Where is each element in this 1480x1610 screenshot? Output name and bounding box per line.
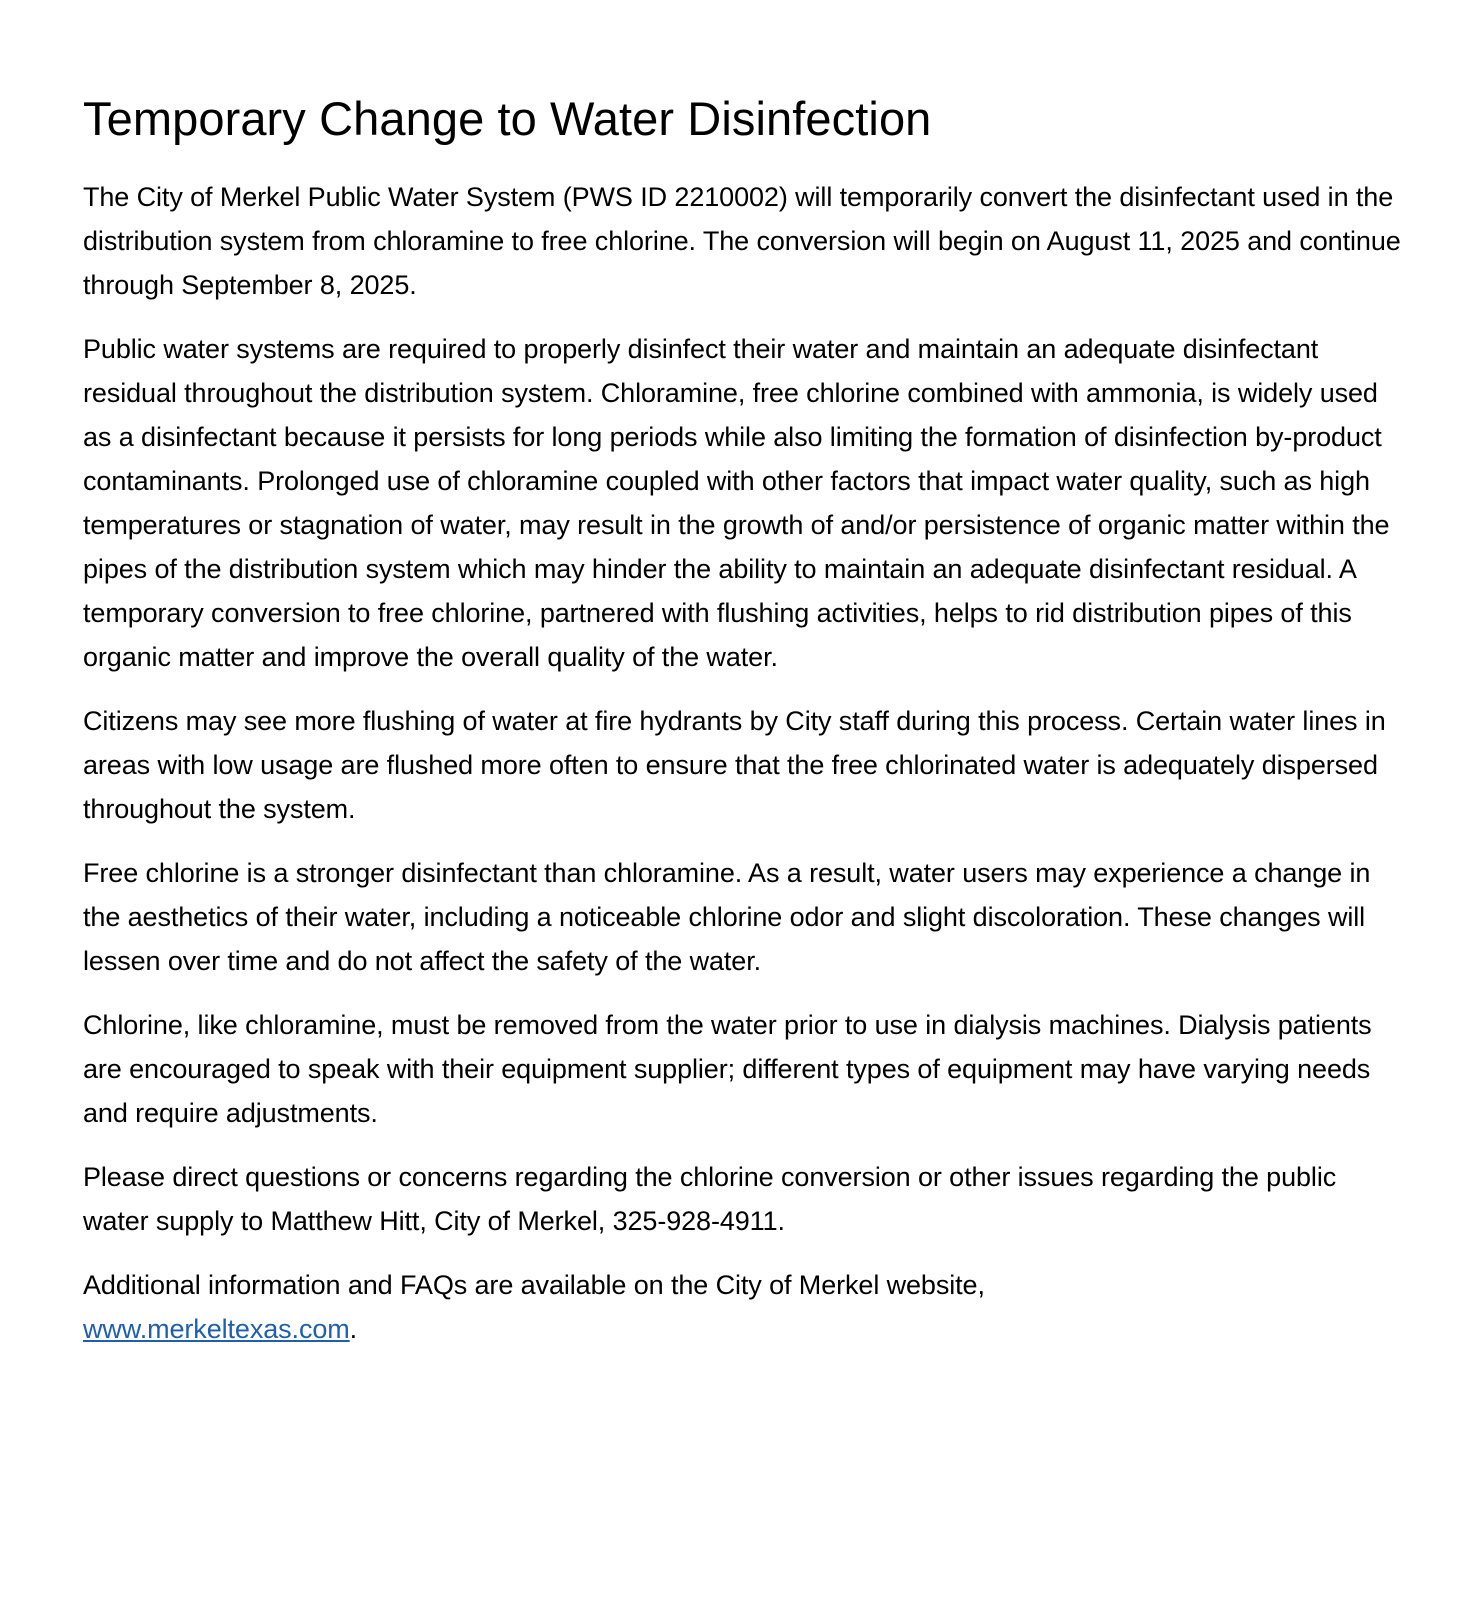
paragraph-conversion-notice: The City of Merkel Public Water System (PWS ID 2210002) will temporarily convert the disinfectant used in the distribution system from chloramine to free chlorine. The conversion will begin on August 11, 2025 and continue through September 8, 2025. — [83, 182, 1401, 300]
website-info-text: Additional information and FAQs are available on the City of Merkel website, — [83, 1270, 985, 1300]
paragraph-disinfection-reason: Public water systems are required to properly disinfect their water and maintain an adequate disinfectant residual throughout the distribution system. Chloramine, free chlorine combined with ammonia, is widely used as a disinfectant because it persists for long periods while also limiting the formation of disinfection by-product contaminants. Prolonged use of chloramine coupled with other factors that impact water quality, such as high temperatures or stagnation of water, may result in the growth of and/or persistence of organic matter within the pipes of the distribution system which may hinder the ability to maintain an adequate disinfectant residual. A temporary conversion to free chlorine, partnered with flushing activities, helps to rid distribution pipes of this organic matter and improve the overall quality of the water. — [83, 334, 1390, 672]
document-title: Temporary Change to Water Disinfection — [83, 92, 932, 145]
paragraph-dialysis-notice: Chlorine, like chloramine, must be removed from the water prior to use in dialysis machines. Dialysis patients are encouraged to speak with their equipment supplier; different types of equipment may have varying needs and require adjustments. — [83, 1010, 1372, 1128]
paragraph-website-info — [83, 1263, 1403, 1351]
website-link-period: . — [349, 1314, 358, 1344]
paragraph-aesthetic-changes: Free chlorine is a stronger disinfectant than chloramine. As a result, water users may experience a change in the aesthetics of their water, including a noticeable chlorine odor and slight discoloration. These changes will lessen over time and do not affect the safety of the water. — [83, 858, 1371, 976]
document-content — [83, 88, 1403, 1371]
paragraph-hydrant-flushing: Citizens may see more flushing of water at fire hydrants by City staff during this process. Certain water lines in areas with low usage are flushed more often to ensure that the free chlorinated water is adequately dispersed throughout the system. — [83, 706, 1386, 824]
website-link[interactable]: www.merkeltexas.com — [83, 1314, 350, 1344]
paragraph-contact-info: Please direct questions or concerns regarding the chlorine conversion or other issues regarding the public water supply to Matthew Hitt, City of Merkel, 325-928-4911. — [83, 1162, 1337, 1236]
